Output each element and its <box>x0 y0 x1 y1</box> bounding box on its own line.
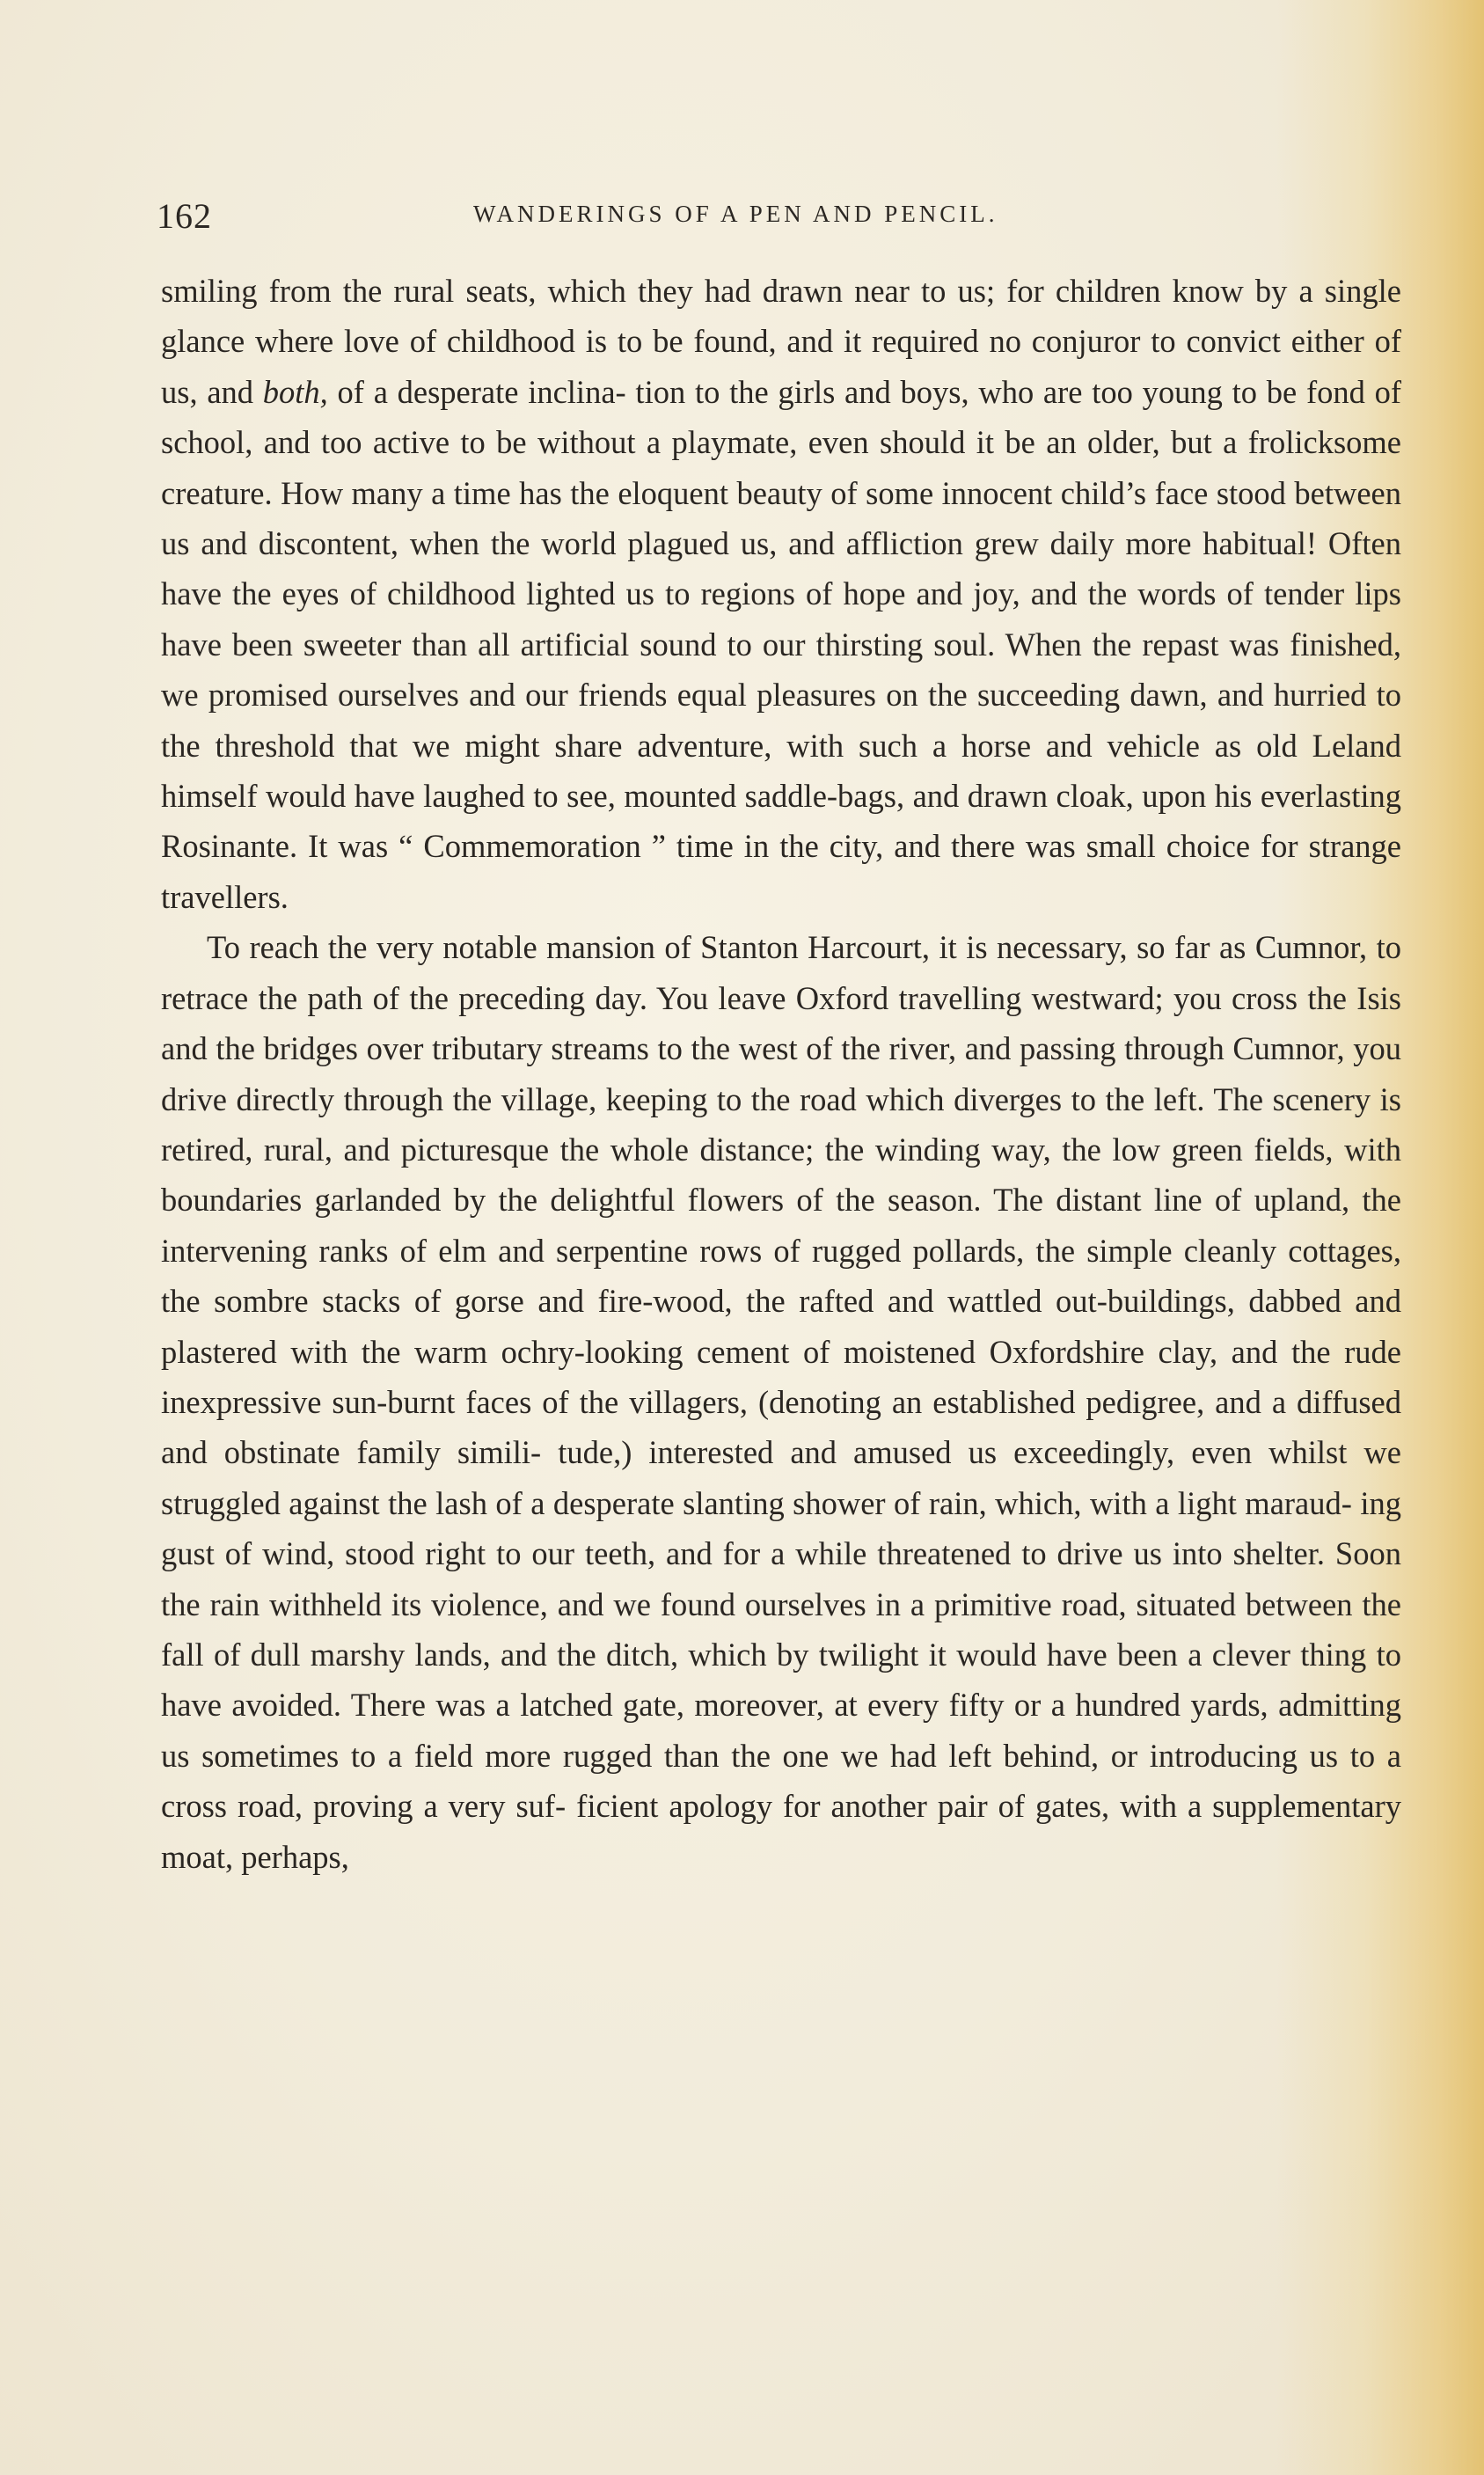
paragraph-text: smiling from the rural seats, which they had drawn near to us; for children know by a single glance where love of childhood is to be found, and it required no conjuror to convict either of us, and <box>161 273 1401 410</box>
italic-word: both, <box>262 373 328 410</box>
paragraph-stanton-harcourt: To reach the very notable mansion of Stanton Harcourt, it is necessary, so far as Cumnor, to retrace the path of the preceding day. You leave Oxford travelling westward; you cross the Isis and the bridges over tributary streams to the west of the river, and passing through Cumnor, you drive directly through the village, keeping to the road which diverges to the left. The scenery is retired, rural, and picturesque the whole distance; the winding way, the low green fields, with boundaries garlanded by the delightful flowers of the season. The distant line of upland, the intervening ranks of elm and serpentine rows of rugged pollards, the simple cleanly cottages, the sombre stacks of gorse and fire-wood, the rafted and wattled out-buildings, dabbed and plastered with the warm ochry-looking cement of moistened Oxfordshire clay, and the rude inexpressive sun-burnt faces of the villagers, (denoting an established pedigree, and a diffused and obstinate family simili- tude,) interested and amused us exceedingly, even whilst we struggled against the lash of a desperate slanting shower of rain, which, with a light maraud- ing gust of wind, stood right to our teeth, and for a while threatened to drive us into shelter. Soon the rain withheld its violence, and we found ourselves in a primitive road, situated between the fall of dull marshy lands, and the ditch, which by twilight it would have been a clever thing to have avoided. There was a latched gate, moreover, at every fifty or a hundred yards, admitting us sometimes to a field more rugged than the one we had left behind, or introducing us to a cross road, proving a very suf- ficient apology for another pair of gates, with a supplementary moat, perhaps, <box>161 929 1401 1875</box>
text-body <box>161 266 1401 1882</box>
page-number: 162 <box>157 196 212 236</box>
page-header <box>157 192 1397 245</box>
paragraph-text: of a desperate inclina- tion to the girls and boys, who are too young to be fond of school, and too active to be without a playmate, even should it be an older, but a frolicksome creature. How many a time has the eloquent beauty of some innocent child’s face stood between us and discontent, when the world plagued us, and affliction grew daily more habitual! Often have the eyes of childhood lighted us to regions of hope and joy, and the words of tender lips have been sweeter than all artificial sound to our thirsting soul. When the repast was finished, we promised ourselves and our friends equal pleasures on the succeeding dawn, and hurried to the threshold that we might share adventure, with such a horse and vehicle as old Leland himself would have laughed to see, mounted saddle-bags, and drawn cloak, upon his everlasting Rosinante. It was “ Commemoration ” time in the city, and there was small choice for strange travellers. <box>161 373 1402 915</box>
running-title: WANDERINGS OF A PEN AND PENCIL. <box>473 201 998 227</box>
paragraph-continued <box>161 266 1401 922</box>
